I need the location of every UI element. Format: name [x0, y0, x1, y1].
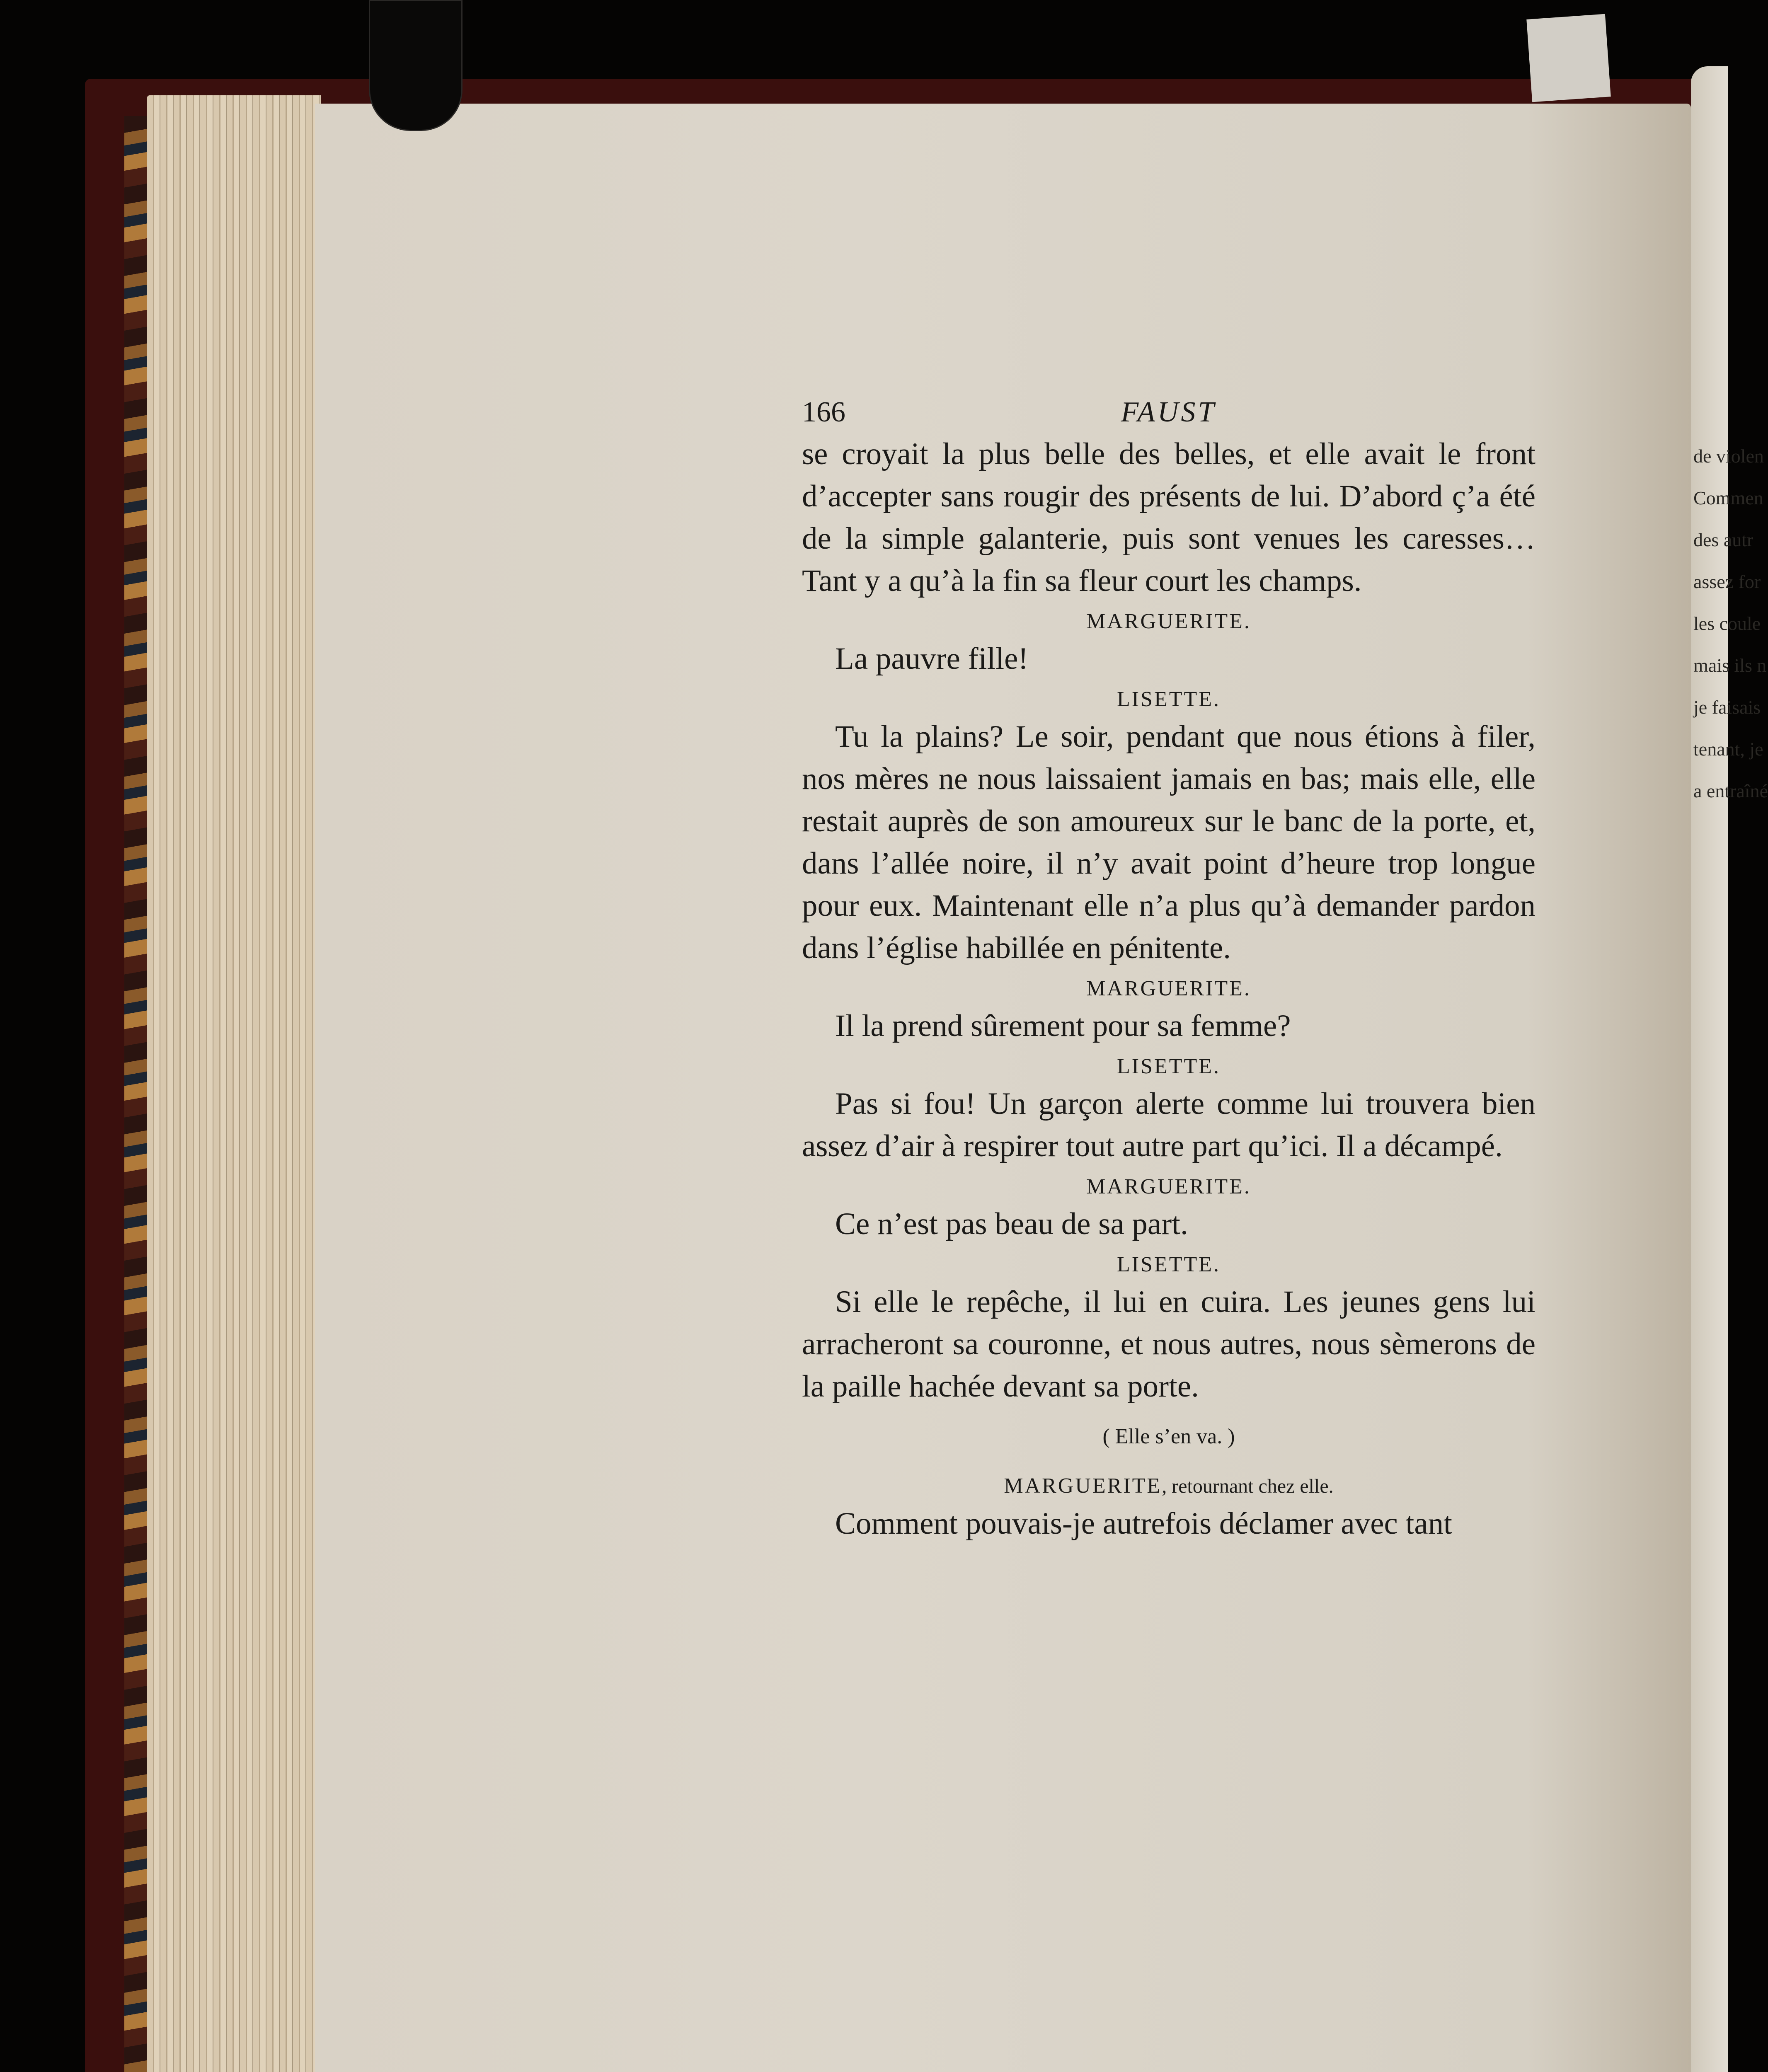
speaker-name: MARGUERITE — [1004, 1474, 1162, 1498]
speaker-name: LISETTE. — [1117, 687, 1221, 711]
dialogue-paragraph: Si elle le repêche, il lui en cuira. Les jeunes gens lui arracheront sa couronne, et nous autres, nous sèmerons de la paille hachée devant sa porte. — [802, 1285, 1535, 1404]
facing-page-line: assez for — [1693, 571, 1761, 592]
speaker-name: MARGUERITE. — [1086, 977, 1251, 1000]
dialogue-paragraph: Tu la plains? Le soir, pendant que nous étions à filer, nos mères ne nous laissaient jamais en bas; mais elle, elle restait auprès de son amoureux sur le banc de la porte, et, dans l’allée noire, il n’y avait point d’heure trop longue pour eux. Maintenant elle n’a plus qu’à demander pardon dans l’église habillée en pénitente. — [802, 719, 1535, 965]
running-title: FAUST — [1121, 396, 1217, 428]
facing-page-line: des autr — [1693, 529, 1753, 550]
page-body — [802, 433, 1535, 1545]
dialogue-paragraph: Pas si fou! Un garçon alerte comme lui trouvera bien assez d’air à respirer tout autre part qu’ici. Il a décampé. — [802, 1087, 1535, 1163]
page-number: 166 — [802, 396, 845, 428]
speaker-name: LISETTE. — [1117, 1253, 1221, 1276]
facing-page-line: mais ils n — [1693, 655, 1767, 676]
speaker-with-direction — [802, 1470, 1535, 1503]
marbled-edge — [124, 116, 149, 2072]
facing-page-line: a entraîné — [1693, 780, 1768, 801]
holding-strap-top — [369, 0, 463, 131]
stage-direction: , retournant chez elle. — [1162, 1475, 1334, 1497]
facing-page-line: les coule — [1693, 613, 1761, 634]
page-text — [802, 396, 1535, 1545]
facing-page-line: tenant, je — [1693, 738, 1763, 760]
dialogue-paragraph: Ce n’est pas beau de sa part. — [835, 1207, 1188, 1241]
dialogue-paragraph: Comment pouvais-je autrefois déclamer avec tant — [835, 1506, 1453, 1541]
dialogue-paragraph: La pauvre fille! — [835, 641, 1029, 676]
facing-page-line: je faisais — [1693, 697, 1761, 718]
paper-tab — [1526, 14, 1611, 102]
stage-direction: ( Elle s’en va. ) — [1102, 1425, 1235, 1448]
running-head — [802, 396, 1535, 433]
speaker-name: MARGUERITE. — [1086, 610, 1251, 633]
dialogue-paragraph: Il la prend sûrement pour sa femme? — [835, 1009, 1291, 1043]
facing-page-line: de violen — [1693, 445, 1764, 467]
speaker-name: LISETTE. — [1117, 1055, 1221, 1078]
dialogue-paragraph: se croyait la plus belle des belles, et elle avait le front d’accepter sans rougir des présents de lui. D’abord ç’a été de la simple galanterie, puis sont venues les caresses… Tant y a qu’à la fin sa fleur court les champs. — [802, 437, 1535, 598]
facing-page-text — [1693, 435, 1768, 812]
speaker-name: MARGUERITE. — [1086, 1175, 1251, 1198]
facing-page-line: Commen — [1693, 487, 1763, 508]
page-stack — [147, 95, 321, 2072]
